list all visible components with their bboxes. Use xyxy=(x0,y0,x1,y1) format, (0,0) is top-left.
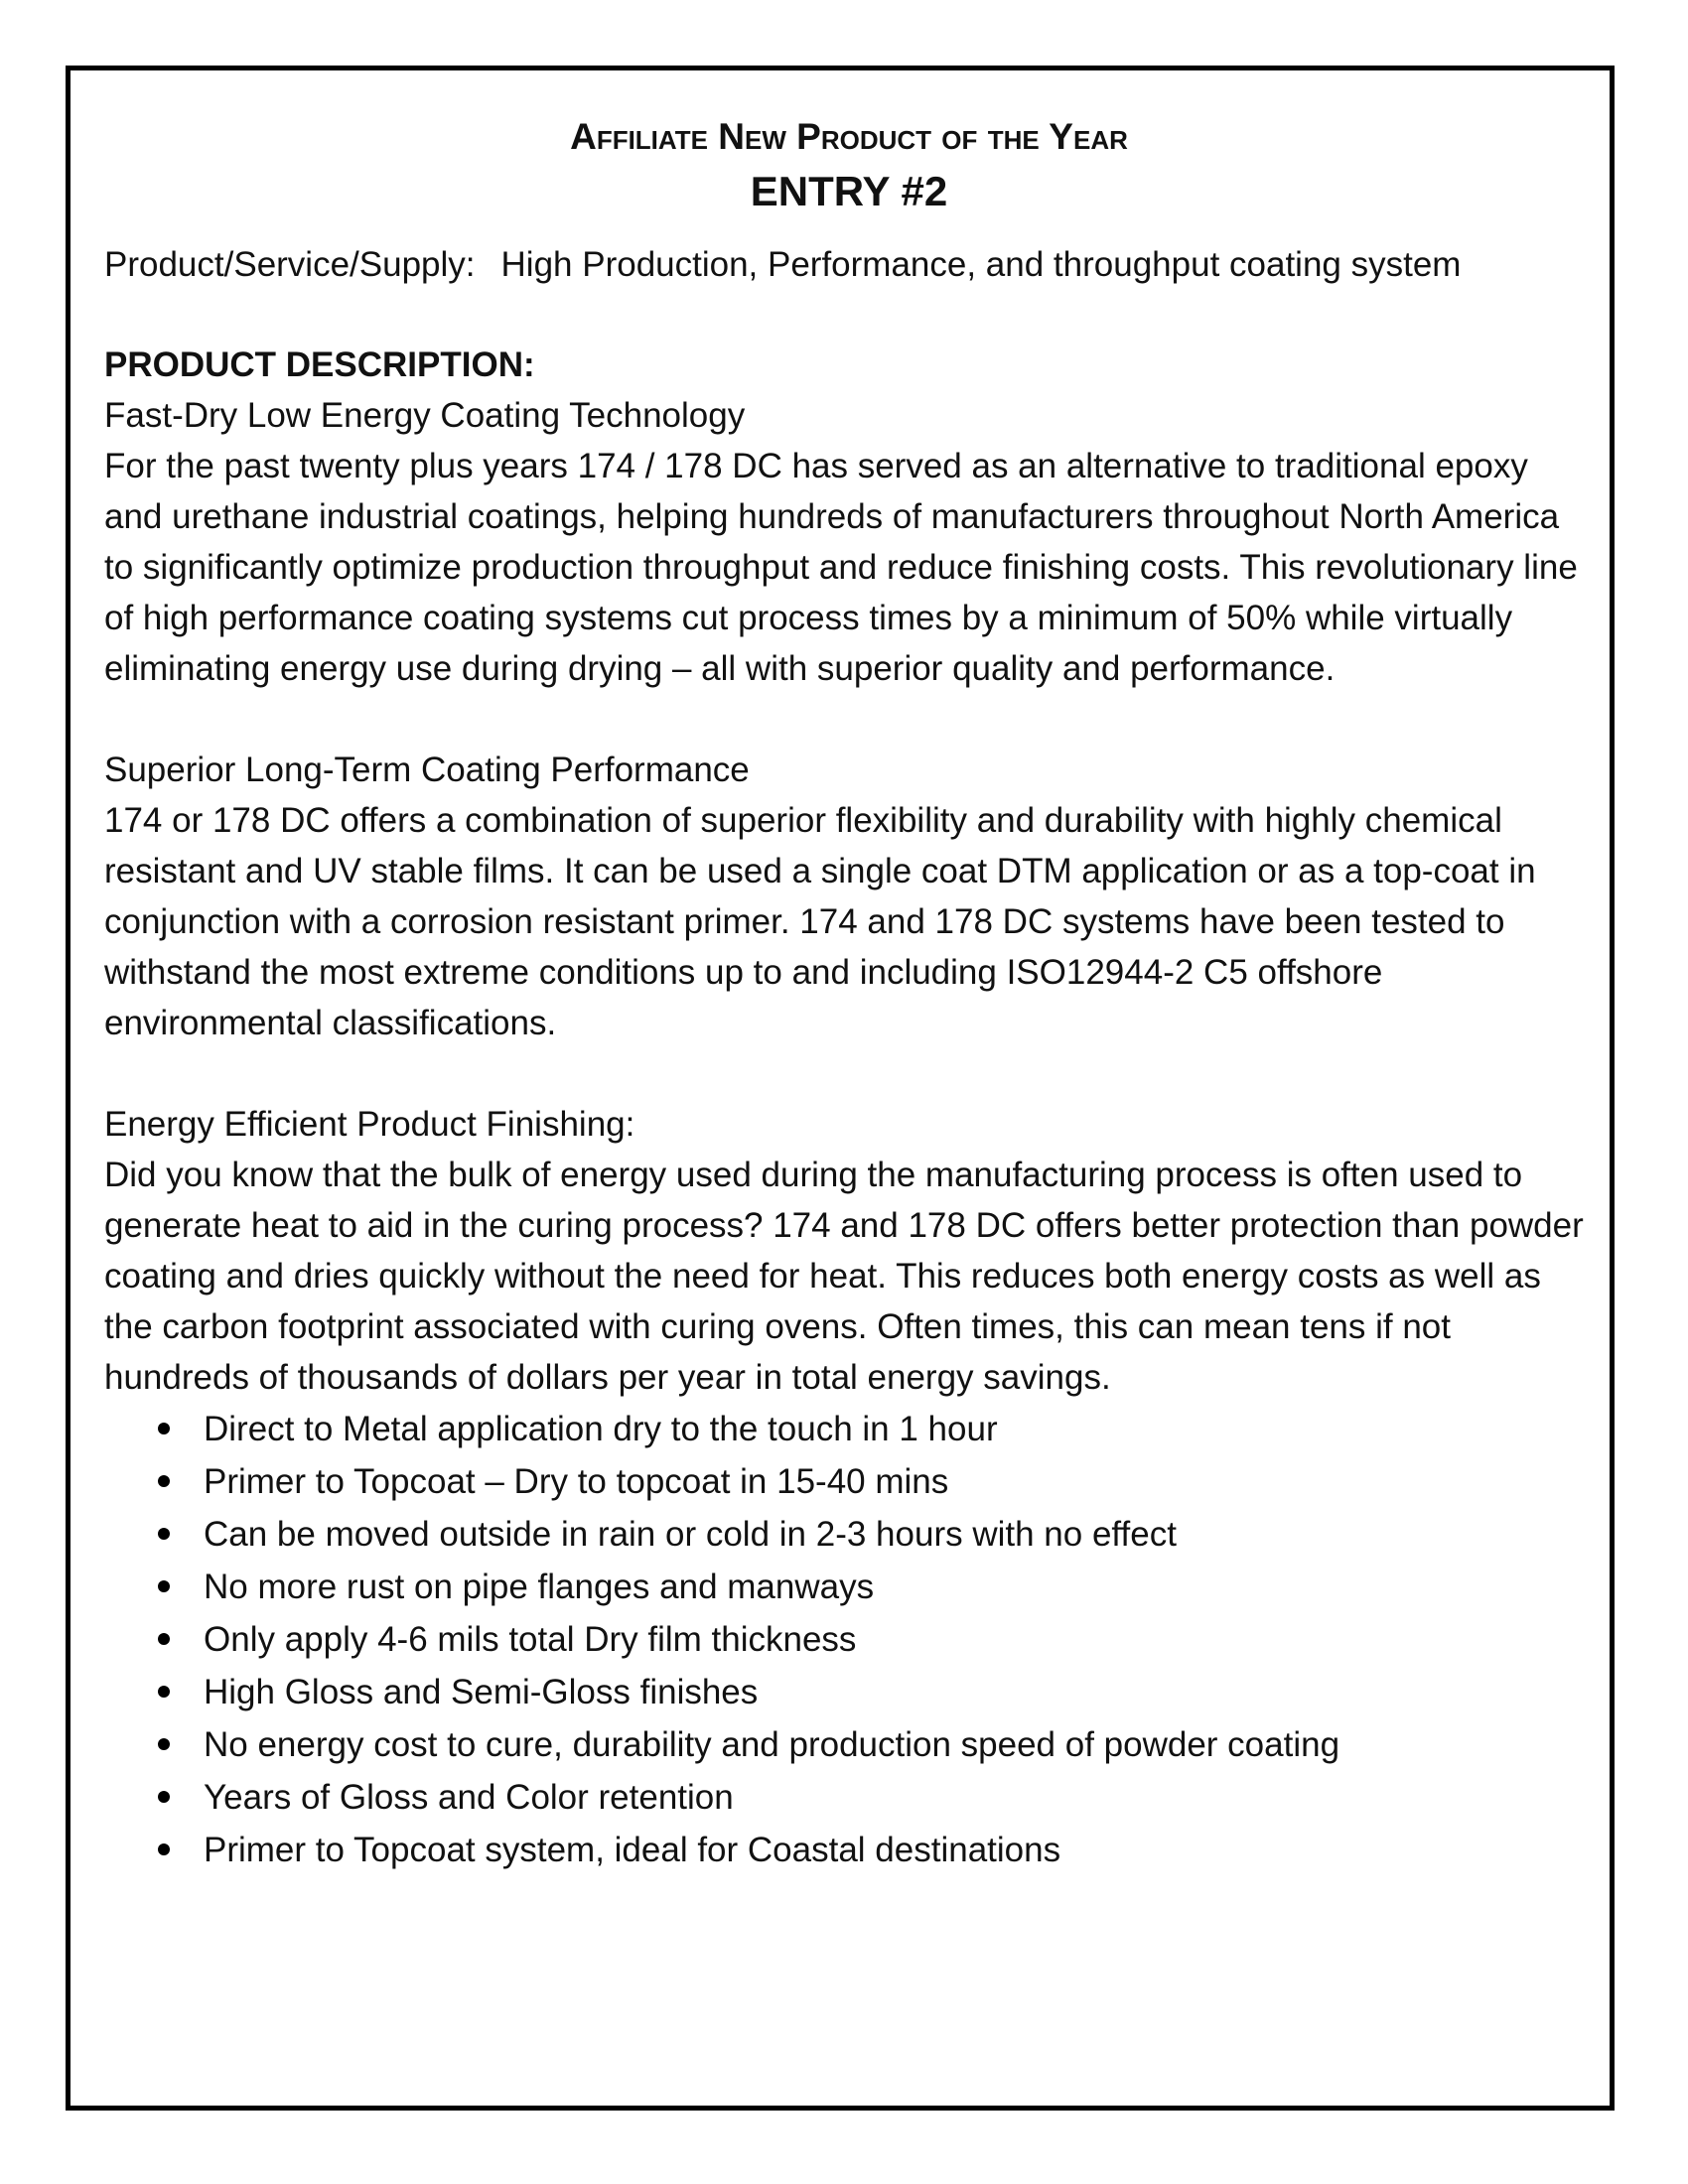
service-value: High Production, Performance, and throughput coating system xyxy=(500,245,1462,284)
list-item-text: Years of Gloss and Color retention xyxy=(204,1778,734,1817)
bullet-icon xyxy=(158,1423,170,1434)
list-item xyxy=(158,1824,1594,1876)
list-item xyxy=(158,1561,1594,1613)
bullet-icon xyxy=(158,1580,170,1592)
page-border xyxy=(66,66,1615,2111)
list-item-text: Primer to Topcoat – Dry to topcoat in 15-40 mins xyxy=(204,1462,949,1501)
list-item-text: High Gloss and Semi-Gloss finishes xyxy=(204,1673,759,1711)
service-line xyxy=(104,239,1594,290)
list-item xyxy=(158,1455,1594,1508)
list-item xyxy=(158,1666,1594,1718)
list-item-text: Can be moved outside in rain or cold in 2-3 hours with no effect xyxy=(204,1515,1177,1554)
list-item-text: No more rust on pipe flanges and manways xyxy=(204,1568,875,1606)
bullet-icon xyxy=(158,1843,170,1855)
section-title: Fast-Dry Low Energy Coating Technology xyxy=(104,396,746,435)
list-item-text: No energy cost to cure, durability and production speed of powder coating xyxy=(204,1725,1340,1764)
list-item xyxy=(158,1613,1594,1666)
section-title: Superior Long-Term Coating Performance xyxy=(104,751,750,789)
document-content xyxy=(104,110,1594,1876)
service-label: Product/Service/Supply: xyxy=(104,245,476,284)
section-title: Energy Efficient Product Finishing: xyxy=(104,1105,635,1144)
entry-number: ENTRY #2 xyxy=(750,168,948,214)
benefits-list xyxy=(104,1403,1594,1876)
paragraph-spacer xyxy=(104,694,1594,745)
bullet-icon xyxy=(158,1791,170,1803)
bullet-icon xyxy=(158,1528,170,1540)
list-item xyxy=(158,1403,1594,1455)
bullet-icon xyxy=(158,1633,170,1645)
section-body: For the past twenty plus years 174 / 178 DC has served as an alternative to traditional epoxy and urethane industrial coatings, helping hundreds of manufacturers throughout North America to significantly optimize production throughput and reduce finishing costs. This revolutionary line of high performance coating systems cut process times by a minimum of 50% while virtually eliminating energy use during drying – all with superior quality and performance. xyxy=(104,447,1578,688)
list-item-text: Direct to Metal application dry to the touch in 1 hour xyxy=(204,1410,998,1448)
list-item xyxy=(158,1718,1594,1771)
bullet-icon xyxy=(158,1475,170,1487)
bullet-icon xyxy=(158,1738,170,1750)
list-item xyxy=(158,1508,1594,1561)
list-item xyxy=(158,1771,1594,1824)
description-heading: PRODUCT DESCRIPTION: xyxy=(104,345,535,384)
section-body: 174 or 178 DC offers a combination of superior flexibility and durability with highly chemical resistant and UV stable films. It can be used a single coat DTM application or as a top-coat in conjunction with a corrosion resistant primer. 174 and 178 DC systems have been tested to withstand the most extreme conditions up to and including ISO12944-2 C5 offshore environmental classifications. xyxy=(104,801,1536,1042)
bullet-icon xyxy=(158,1686,170,1698)
list-item-text: Only apply 4-6 mils total Dry film thickness xyxy=(204,1620,857,1659)
document-title: Affiliate New Product of the Year xyxy=(570,116,1128,157)
paragraph-spacer xyxy=(104,1048,1594,1099)
list-item-text: Primer to Topcoat system, ideal for Coastal destinations xyxy=(204,1831,1061,1869)
section-body: Did you know that the bulk of energy used during the manufacturing process is often used to generate heat to aid in the curing process? 174 and 178 DC offers better protection than powder coating and dries quickly without the need for heat. This reduces both energy costs as well as the carbon footprint associated with curing ovens. Often times, this can mean tens if not hundreds of thousands of dollars per year in total energy savings. xyxy=(104,1156,1584,1397)
